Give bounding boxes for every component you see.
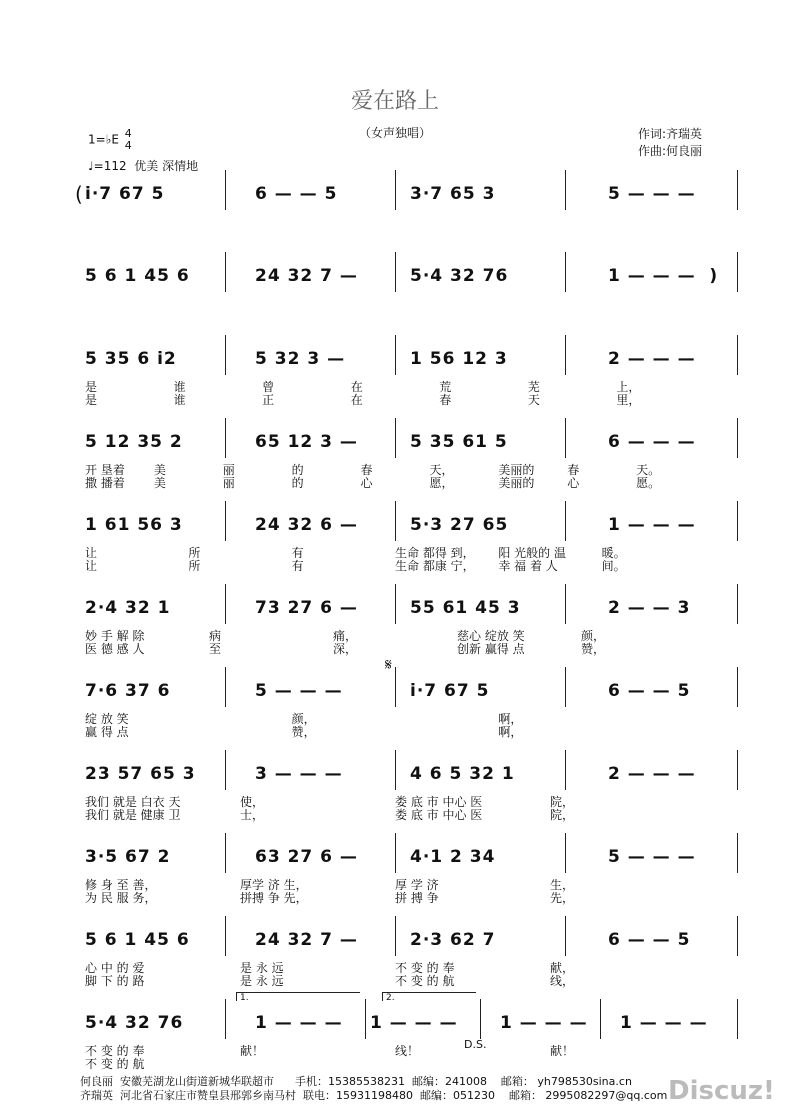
lyric-word: 幸 福 着 人: [498, 559, 558, 573]
lyric-word: 撒 播着: [85, 476, 125, 490]
lyric-word: 线，: [550, 974, 575, 988]
lyric-word: 里，: [616, 393, 641, 407]
notes-line: [60, 598, 760, 628]
bar-line: [737, 170, 738, 210]
lyric-word: 丽: [222, 476, 235, 490]
bar-line: [480, 999, 481, 1039]
lyric-word: 心 中 的 爱: [85, 961, 145, 975]
ds-mark: D.S.: [464, 1038, 487, 1051]
measure: 23 57 65 3: [85, 764, 196, 784]
repeat-paren: (: [75, 182, 83, 206]
lyric-word: 天: [527, 393, 540, 407]
lyric-word: 是 永 远: [240, 974, 284, 988]
bar-line: [395, 501, 396, 541]
measure: 5·4 32 76: [410, 266, 509, 286]
lyric-word: 谁: [173, 393, 186, 407]
bar-line: [225, 252, 226, 292]
measure: 2·3 62 7: [410, 930, 496, 950]
lyric-word: 赢 得 点: [85, 725, 129, 739]
lyric-word: 心: [567, 476, 580, 490]
measure: 5 6 1 45 6: [85, 266, 190, 286]
bar-line: [365, 999, 366, 1039]
bar-line: [737, 916, 738, 956]
measure: 4 6 5 32 1: [410, 764, 515, 784]
lyric-word: 愿，: [429, 476, 454, 490]
lyric-word: 美: [153, 463, 166, 477]
lyric-word: 阳 光般的 温: [498, 546, 566, 560]
lyric-word: 赞，: [291, 725, 316, 739]
volta-1: 1.: [236, 992, 360, 1001]
lyric-word: 院，: [550, 795, 575, 809]
lyric-word: 芜: [527, 380, 540, 394]
measure: i·7 67 5: [410, 681, 490, 701]
bar-line: [225, 501, 226, 541]
lyric-word: 我们 就是 健康 卫: [85, 808, 181, 822]
bar-line: [600, 999, 601, 1039]
composer: 作曲:何良丽: [638, 144, 703, 158]
measure: 3·5 67 2: [85, 847, 171, 867]
bar-line: [225, 335, 226, 375]
lyric-word: 美丽的: [498, 463, 535, 477]
notes-line: [60, 349, 760, 379]
measure: 1 61 56 3: [85, 515, 183, 535]
measure: 5 12 35 2: [85, 432, 183, 452]
lyric-word: 赞，: [581, 642, 606, 656]
bar-line: [225, 916, 226, 956]
lyric-word: 春: [439, 393, 452, 407]
lyric-word: 春: [567, 463, 580, 477]
measure: 65 12 3 —: [255, 432, 358, 452]
tempo-value: ♩=112: [88, 159, 127, 173]
bar-line: [737, 501, 738, 541]
notes-line: [60, 681, 760, 711]
bar-line: [737, 750, 738, 790]
notes-line: [60, 266, 760, 296]
lyric-word: 生命 都康 宁，: [395, 559, 475, 573]
volta-2: 2.: [382, 992, 476, 1001]
lyric-word: 美丽的: [498, 476, 535, 490]
lyric-word: 妙 手 解 除: [85, 629, 145, 643]
lyric-word: 在: [350, 393, 363, 407]
lyric-word: 的: [291, 476, 304, 490]
lyric-word: 为 民 服 务，: [85, 891, 157, 905]
lyric-word: 厚学 济 生，: [240, 878, 308, 892]
lyric-word: 颜，: [581, 629, 606, 643]
notes-line: [60, 764, 760, 794]
measure: 2 — — —: [608, 764, 696, 784]
bar-line: [225, 833, 226, 873]
lyric-word: 有: [291, 546, 304, 560]
bar-line: [395, 418, 396, 458]
lyric-word: 生命 都得 到，: [395, 546, 475, 560]
bar-line: [395, 833, 396, 873]
measure: 1 — — —: [500, 1013, 588, 1033]
bar-line: [395, 667, 396, 707]
measure: 24 32 6 —: [255, 515, 358, 535]
measure: 63 27 6 —: [255, 847, 358, 867]
lyric-word: 献！: [550, 1044, 575, 1058]
lyric-word: 娄 底 市 中心 医: [395, 808, 483, 822]
lyric-word: 慈心 绽放 笑: [457, 629, 525, 643]
lyric-word: 间。: [601, 559, 626, 573]
lyric-word: 病: [209, 629, 222, 643]
lyric-word: 有: [291, 559, 304, 573]
time-den: 4: [124, 139, 132, 152]
lyric-word: 是: [85, 380, 98, 394]
footer-line-2: 齐瑞英 河北省石家庄市赞皇县邢郭乡南马村 联电：15931198480 邮编：051230 邮箱： 2995082297@qq.com: [80, 1089, 668, 1102]
lyricist: 作词:齐瑞英: [638, 127, 703, 141]
lyric-word: 开 垦着: [85, 463, 125, 477]
key-label: 1=♭E: [88, 132, 119, 147]
lyric-word: 士，: [240, 808, 265, 822]
lyric-word: 厚 学 济: [395, 878, 439, 892]
bar-line: [395, 335, 396, 375]
bar-line: [737, 584, 738, 624]
bar-line: [565, 667, 566, 707]
measure: 6 — — —: [608, 432, 696, 452]
notes-line: [60, 432, 760, 462]
bar-line: [737, 418, 738, 458]
bar-line: [225, 999, 226, 1039]
bar-line: [565, 170, 566, 210]
measure: i·7 67 5: [85, 184, 165, 204]
lyric-word: 不 变 的 航: [85, 1057, 145, 1071]
lyric-word: 深，: [333, 642, 358, 656]
bar-line: [225, 750, 226, 790]
lyric-word: 天，: [429, 463, 454, 477]
bar-line: [565, 252, 566, 292]
measure: 5 35 6 i2: [85, 349, 177, 369]
bar-line: [737, 833, 738, 873]
bar-line: [565, 335, 566, 375]
lyric-word: 曾: [262, 380, 275, 394]
bar-line: [565, 916, 566, 956]
notes-line: [60, 184, 760, 214]
lyric-word: 在: [350, 380, 363, 394]
measure: 24 32 7 —: [255, 930, 358, 950]
measure: 3·7 65 3: [410, 184, 496, 204]
lyric-word: 先，: [550, 891, 575, 905]
bar-line: [565, 418, 566, 458]
lyric-word: 暖。: [601, 546, 626, 560]
lyric-word: 的: [291, 463, 304, 477]
lyric-word: 创新 赢得 点: [457, 642, 525, 656]
measure: 5·3 27 65: [410, 515, 509, 535]
measure: 6 — — 5: [608, 681, 691, 701]
notes-line: [60, 847, 760, 877]
measure: 1 — — —: [255, 1013, 343, 1033]
watermark-logo: Discuz!: [668, 1076, 775, 1106]
lyric-word: 使，: [240, 795, 265, 809]
measure: 1 — — —: [608, 515, 696, 535]
bar-line: [395, 584, 396, 624]
measure: 5·4 32 76: [85, 1013, 184, 1033]
lyric-word: 献，: [550, 961, 575, 975]
measure: 5 35 61 5: [410, 432, 508, 452]
lyric-word: 修 身 至 善，: [85, 878, 157, 892]
bar-line: [225, 170, 226, 210]
lyric-word: 脚 下 的 路: [85, 974, 145, 988]
measure: 5 6 1 45 6: [85, 930, 190, 950]
lyric-word: 颜，: [291, 712, 316, 726]
lyric-word: 让: [85, 546, 98, 560]
lyric-word: 拼搏 争 先，: [240, 891, 308, 905]
measure: 73 27 6 —: [255, 598, 358, 618]
bar-line: [737, 667, 738, 707]
lyric-word: 是: [85, 393, 98, 407]
lyric-word: 是 永 远: [240, 961, 284, 975]
tempo-mark: [88, 157, 198, 174]
lyric-word: 正: [262, 393, 275, 407]
lyric-word: 愿。: [636, 476, 661, 490]
lyric-word: 所: [188, 546, 201, 560]
footer-contact: [80, 1075, 667, 1103]
notes-line: [60, 930, 760, 960]
time-num: 4: [124, 127, 132, 140]
bar-line: [737, 999, 738, 1039]
bar-line: [565, 833, 566, 873]
song-subtitle: （女声独唱）: [358, 126, 431, 140]
measure: 3 — — —: [255, 764, 343, 784]
measure: 5 — — —: [608, 184, 696, 204]
bar-line: [395, 750, 396, 790]
lyric-word: 院，: [550, 808, 575, 822]
lyric-word: 拼 搏 争: [395, 891, 439, 905]
bar-line: [225, 667, 226, 707]
credits: [638, 126, 702, 160]
lyric-word: 让: [85, 559, 98, 573]
lyric-word: 上，: [616, 380, 641, 394]
measure: 5 32 3 —: [255, 349, 346, 369]
footer-line-1: 何良丽 安徽芜湖龙山街道新城华联超市 手机：15385538231 邮编：241008 邮箱： yh798530sina.cn: [80, 1075, 632, 1088]
lyric-word: 心: [360, 476, 373, 490]
lyric-word: 不 变 的 航: [395, 974, 455, 988]
lyric-word: 不 变 的 奉: [85, 1044, 145, 1058]
tempo-expression: 优美 深情地: [134, 159, 199, 173]
segno-icon: 𝄋: [385, 655, 392, 674]
measure: 7·6 37 6: [85, 681, 171, 701]
lyric-word: 痛，: [333, 629, 358, 643]
measure: 6 — — 5: [255, 184, 338, 204]
lyric-word: 献！: [240, 1044, 265, 1058]
bar-line: [225, 584, 226, 624]
lyric-word: 娄 底 市 中心 医: [395, 795, 483, 809]
lyric-word: 啊，: [498, 725, 523, 739]
bar-line: [395, 916, 396, 956]
lyric-word: 绽 放 笑: [85, 712, 129, 726]
lyric-word: 至: [209, 642, 222, 656]
bar-line: [395, 170, 396, 210]
measure: 1 56 12 3: [410, 349, 508, 369]
lyric-word: 啊，: [498, 712, 523, 726]
bar-line: [737, 335, 738, 375]
lyric-word: 天。: [636, 463, 661, 477]
measure: 6 — — 5: [608, 930, 691, 950]
measure: 1 — — —: [620, 1013, 708, 1033]
measure: 2 — — —: [608, 349, 696, 369]
measure: 1 — — —: [370, 1013, 458, 1033]
measure: 55 61 45 3: [410, 598, 521, 618]
song-title: 爱在路上: [350, 89, 439, 114]
bar-line: [565, 501, 566, 541]
bar-line: [395, 252, 396, 292]
measure: 1 — — — ): [608, 266, 719, 286]
measure: 5 — — —: [255, 681, 343, 701]
lyric-word: 谁: [173, 380, 186, 394]
measure: 4·1 2 34: [410, 847, 496, 867]
time-signature: [125, 128, 132, 152]
lyric-word: 春: [360, 463, 373, 477]
notes-line: [60, 515, 760, 545]
lyric-word: 不 变 的 奉: [395, 961, 455, 975]
bar-line: [565, 750, 566, 790]
measure: 5 — — —: [608, 847, 696, 867]
lyric-word: 医 德 感 人: [85, 642, 145, 656]
key-signature: [88, 128, 132, 152]
measure: 24 32 7 —: [255, 266, 358, 286]
bar-line: [225, 418, 226, 458]
lyric-word: 荒: [439, 380, 452, 394]
measure: 2 — — 3: [608, 598, 691, 618]
bar-line: [737, 252, 738, 292]
lyric-word: 所: [188, 559, 201, 573]
lyric-word: 生，: [550, 878, 575, 892]
measure: 2·4 32 1: [85, 598, 171, 618]
notes-line: [60, 1013, 760, 1043]
lyric-word: 丽: [222, 463, 235, 477]
lyric-word: 美: [153, 476, 166, 490]
bar-line: [565, 584, 566, 624]
lyric-word: 我们 就是 白衣 天: [85, 795, 181, 809]
lyric-word: 线！: [395, 1044, 420, 1058]
